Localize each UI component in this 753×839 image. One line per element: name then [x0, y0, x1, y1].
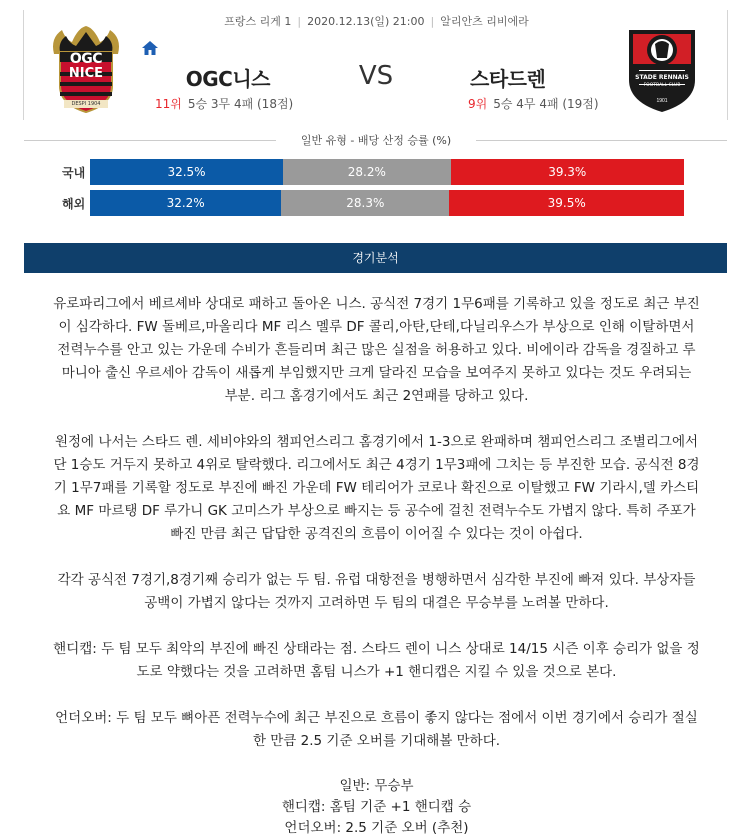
stade-rennais-logo: [623, 24, 701, 114]
home-rank: 11위: [155, 97, 182, 111]
text-line: 원정에 나서는 스타드 렌. 세비야와의 챔피언스리그 홈경기에서 1-3으로 완패하며 챔피언스리그 조별리그에서: [54, 434, 699, 450]
analysis-paragraph: [12, 707, 741, 753]
text-line: 빠진 만큼 최근 답답한 공격진의 흐름이 이어질 수 있다는 것이 아쉽다.: [170, 526, 583, 542]
logo-sub: DESPI 1904: [71, 101, 101, 107]
text-line: 도로 약했다는 것을 고려하면 홈팀 니스가 +1 핸디캡은 지킬 수 있을 것으로 본다.: [136, 664, 617, 680]
analysis-paragraph: [12, 569, 741, 615]
svg-text:1901: 1901: [656, 98, 668, 104]
text-line: 마니아 출신 우르세아 감독이 새롭게 부임했지만 크게 달라진 모습을 보여주지 못하고 있다는 것도 우려되는: [61, 365, 692, 381]
text-line: 각각 공식전 7경기,8경기째 승리가 없는 두 팀. 유럽 대항전을 병행하면서 심각한 부진에 빠져 있다. 부상자들: [57, 572, 696, 588]
analysis-section-header: 경기분석: [24, 243, 727, 273]
away-rank: 9위: [468, 97, 488, 111]
text-line: 언더오버: 두 팀 모두 뼈아픈 전력누수에 최근 부진으로 흐름이 좋지 않다는 점에서 이번 경기에서 승리가 절실: [55, 710, 698, 726]
away-logo-text-top: STADE RENNAIS: [635, 74, 689, 81]
odds-row-overseas: [24, 190, 727, 216]
odds-away-segment: 39.5%: [449, 190, 684, 216]
analysis-content: [12, 293, 741, 839]
text-line: 요 MF 마르탱 DF 루가니 GK 고미스가 부상으로 빠지는 등 공수에 걸친 전력누수도 가볍지 않다. 특히 주포가: [57, 503, 696, 519]
league-name: 프랑스 리게 1: [224, 15, 292, 28]
odds-bar: [90, 190, 684, 216]
analysis-paragraph: [12, 638, 741, 684]
odds-home-segment: 32.5%: [90, 159, 283, 185]
match-datetime: 2020.12.13(일) 21:00: [307, 15, 425, 28]
home-record: [130, 95, 310, 112]
analysis-paragraph: [12, 431, 741, 546]
odds-away-segment: 39.3%: [451, 159, 684, 185]
odds-row-label: 해외: [62, 197, 86, 211]
analysis-paragraph: [12, 293, 741, 408]
summary-underover: 언더오버: 2.5 기준 오버 (추천): [284, 820, 469, 836]
text-line: 단 1승도 거두지 못하고 4위로 탈락했다. 리그에서도 최근 4경기 1무3패에 그치는 등 부진한 모습. 공식전 8경: [53, 457, 700, 473]
text-line: 이 심각하다. FW 돌베르,마올리다 MF 리스 멜루 DF 콜리,아탄,단테,다닐리우스가 부상으로 인해 이탈하면서: [58, 319, 695, 335]
match-header: [0, 0, 753, 124]
away-record: [468, 95, 648, 112]
text-line: 한 만큼 2.5 기준 오버를 기대해볼 만하다.: [252, 733, 501, 749]
text-line: 부분. 리그 홈경기에서도 최근 2연패를 당하고 있다.: [224, 388, 529, 404]
away-record-text: 5승 4무 4패 (19점): [493, 97, 599, 111]
odds-title: 일반 유형 - 배당 산정 승률 (%): [276, 132, 476, 148]
odds-home-segment: 32.2%: [90, 190, 281, 216]
odds-draw-segment: 28.3%: [281, 190, 449, 216]
away-team-name: 스타드렌: [470, 67, 546, 91]
prediction-summary: [12, 776, 741, 839]
odds-row-domestic: [24, 159, 727, 185]
match-venue: 알리안츠 리비에라: [440, 15, 529, 28]
home-icon: [141, 40, 159, 56]
home-team-name: OGC니스: [185, 67, 270, 91]
logo-text-top: OGC: [69, 51, 103, 67]
match-info: 프랑스 리게 1 | 2020.12.13(일) 21:00 | 알리안츠 리비에라: [224, 15, 529, 28]
text-line: 전력누수를 안고 있는 가운데 수비가 흔들리며 최근 많은 실점을 허용하고 있다. 비에이라 감독을 경질하고 루: [57, 342, 696, 358]
logo-text-bottom: NICE: [68, 66, 104, 81]
text-line: 핸디캡: 두 팀 모두 최악의 부진에 빠진 상태라는 점. 스타드 렌이 니스 상대로 14/15 시즌 이후 승리가 없을 정: [53, 641, 700, 657]
away-logo-text-bottom: FOOTBALL CLUB: [643, 83, 681, 88]
odds-row-label: 국내: [62, 166, 86, 180]
summary-handicap: 핸디캡: 홈팀 기준 +1 핸디캡 승: [281, 799, 472, 815]
text-line: 기 1무7패를 기록할 정도로 부진에 빠진 가운데 FW 테리어가 코로나 확진으로 이탈했고 FW 기라시,델 카스티: [53, 480, 700, 496]
text-line: 유로파리그에서 베르셰바 상대로 패하고 돌아온 니스. 공식전 7경기 1무6패를 기록하고 있을 정도로 최근 부진: [53, 296, 700, 312]
odds-draw-segment: 28.2%: [283, 159, 451, 185]
text-line: 공백이 가볍지 않다는 것까지 고려하면 두 팀의 대결은 무승부를 노려볼 만하다.: [144, 595, 609, 611]
odds-bar: [90, 159, 684, 185]
summary-general: 일반: 무승부: [339, 778, 414, 794]
vs-label: VS: [358, 61, 394, 91]
home-record-text: 5승 3무 4패 (18점): [187, 97, 294, 111]
